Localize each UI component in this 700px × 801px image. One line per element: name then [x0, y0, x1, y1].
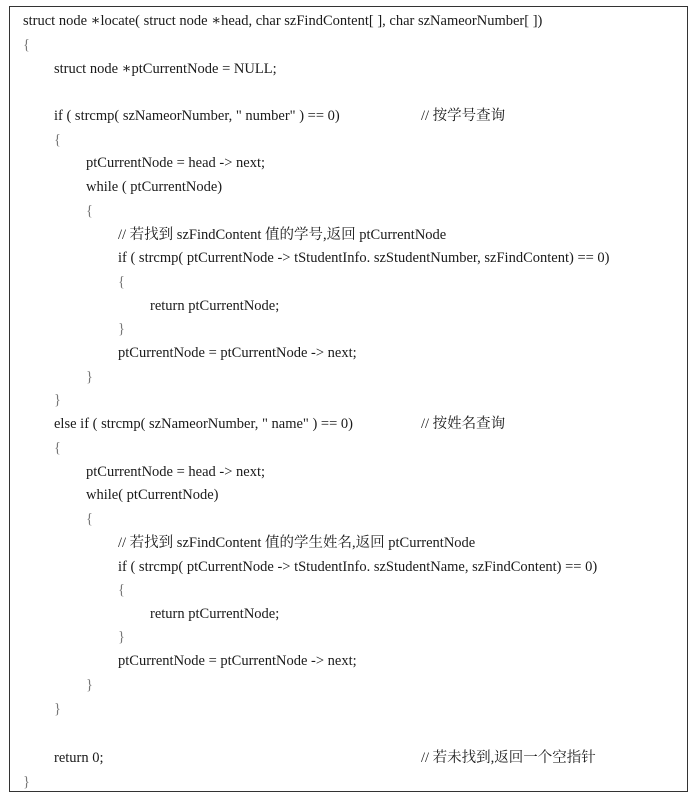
code-line: } [54, 392, 61, 408]
code-line: { [54, 132, 61, 148]
code-line: { [23, 37, 30, 53]
code-line: // 若找到 szFindContent 值的学号,返回 ptCurrentNode [118, 227, 447, 243]
code-line: if ( strcmp( ptCurrentNode -> tStudentInfo. szStudentName, szFindContent) == 0) [118, 559, 598, 575]
code-line: } [23, 774, 30, 790]
code-comment: // 按姓名查询 [421, 416, 506, 432]
code-line: ptCurrentNode = ptCurrentNode -> next; [118, 345, 357, 361]
code-line: { [86, 511, 93, 527]
code-line: { [118, 582, 125, 598]
code-listing [9, 6, 688, 792]
code-line: else if ( strcmp( szNameorNumber, " name" ) == 0) [54, 416, 353, 432]
code-line: { [86, 203, 93, 219]
code-line: } [86, 369, 93, 385]
code-line: struct node ∗locate( struct node ∗head, char szFindContent[ ], char szNameorNumber[ ]) [23, 13, 543, 29]
code-line: } [118, 629, 125, 645]
code-line: if ( strcmp( ptCurrentNode -> tStudentInfo. szStudentNumber, szFindContent) == 0) [118, 250, 610, 266]
code-line: return ptCurrentNode; [150, 298, 280, 314]
code-line: { [54, 440, 61, 456]
code-line: return ptCurrentNode; [150, 606, 280, 622]
code-line: return 0; [54, 750, 104, 766]
code-comment: // 按学号查询 [421, 108, 506, 124]
code-line: while ( ptCurrentNode) [86, 179, 223, 195]
code-line: if ( strcmp( szNameorNumber, " number" ) == 0) [54, 108, 340, 124]
code-line: ptCurrentNode = head -> next; [86, 464, 266, 480]
code-line: } [86, 677, 93, 693]
code-line: // 若找到 szFindContent 值的学生姓名,返回 ptCurrentNode [118, 535, 476, 551]
code-line: } [118, 321, 125, 337]
code-line: ptCurrentNode = head -> next; [86, 155, 266, 171]
code-line: } [54, 701, 61, 717]
code-line: struct node ∗ptCurrentNode = NULL; [54, 61, 277, 77]
code-comment: // 若未找到,返回一个空指针 [421, 750, 596, 766]
code-line: { [118, 274, 125, 290]
code-line: while( ptCurrentNode) [86, 487, 219, 503]
code-line: ptCurrentNode = ptCurrentNode -> next; [118, 653, 357, 669]
